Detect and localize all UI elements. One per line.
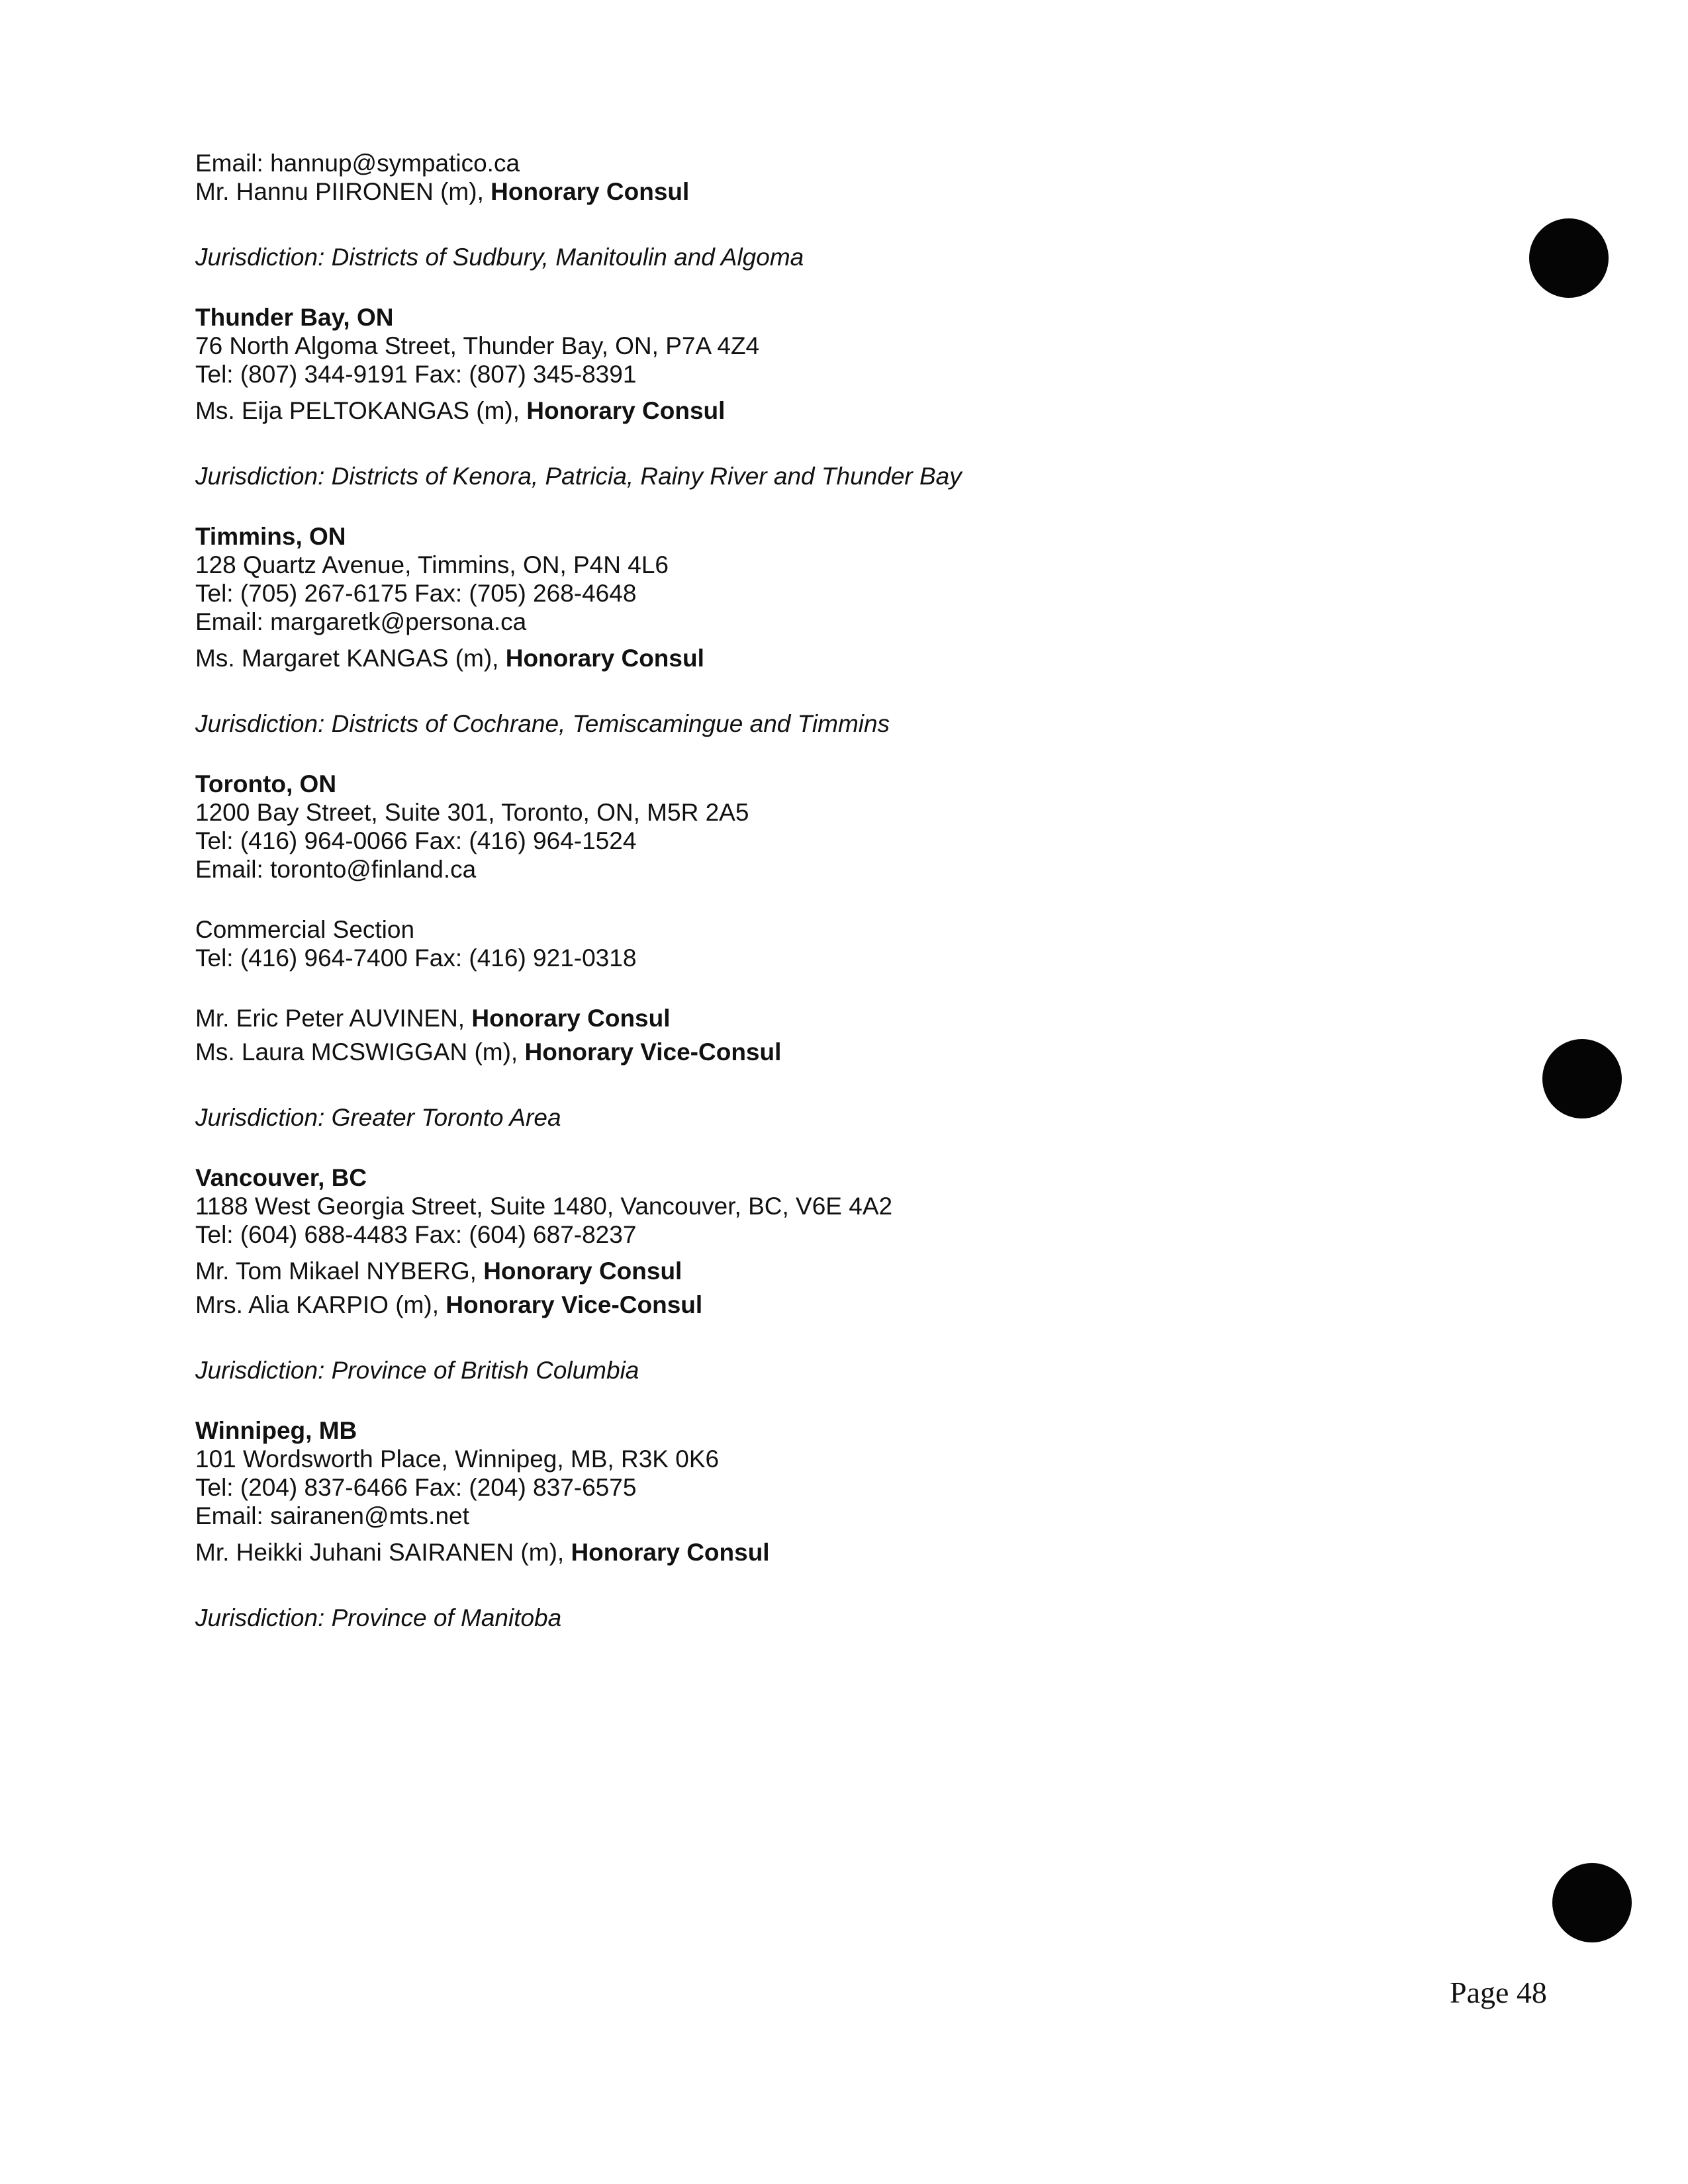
email-line: Email: hannup@sympatico.ca	[195, 150, 520, 177]
consul-role: Honorary Consul	[571, 1539, 770, 1566]
punch-hole-bottom	[1552, 1863, 1632, 1942]
address-line: 1200 Bay Street, Suite 301, Toronto, ON, M5R 2A5	[195, 799, 749, 826]
jurisdiction-line: Jurisdiction: Province of Manitoba	[195, 1604, 562, 1631]
punch-hole-middle	[1542, 1039, 1622, 1118]
jurisdiction-line: Jurisdiction: Greater Toronto Area	[195, 1104, 561, 1131]
consul-line	[195, 396, 1486, 425]
vice-consul-name: Mrs. Alia KARPIO (m),	[195, 1291, 446, 1318]
consul-role: Honorary Consul	[483, 1257, 682, 1285]
entry-vancouver	[195, 1163, 1486, 1385]
consulate-listing	[195, 149, 1486, 1632]
email-line: Email: margaretk@persona.ca	[195, 608, 527, 635]
email-line: Email: toronto@finland.ca	[195, 856, 477, 883]
entry-winnipeg	[195, 1416, 1486, 1632]
consul-name: Mr. Hannu PIIRONEN (m),	[195, 178, 491, 205]
city-heading: Timmins, ON	[195, 523, 346, 550]
address-line: 128 Quartz Avenue, Timmins, ON, P4N 4L6	[195, 551, 669, 578]
jurisdiction-line: Jurisdiction: Districts of Kenora, Patricia, Rainy River and Thunder Bay	[195, 463, 962, 490]
consul-line	[195, 1257, 1486, 1285]
vice-consul-role: Honorary Vice-Consul	[445, 1291, 703, 1318]
city-heading: Winnipeg, MB	[195, 1417, 357, 1444]
tel-fax-line: Tel: (705) 267-6175 Fax: (705) 268-4648	[195, 580, 637, 607]
jurisdiction-line: Jurisdiction: Districts of Cochrane, Temiscamingue and Timmins	[195, 710, 890, 737]
tel-fax-line: Tel: (204) 837-6466 Fax: (204) 837-6575	[195, 1474, 637, 1501]
consul-line	[195, 1538, 1486, 1567]
tel-fax-line: Tel: (604) 688-4483 Fax: (604) 687-8237	[195, 1221, 637, 1248]
consul-name: Mr. Tom Mikael NYBERG,	[195, 1257, 484, 1285]
commercial-section-label: Commercial Section	[195, 916, 415, 943]
jurisdiction-line: Jurisdiction: Districts of Sudbury, Manitoulin and Algoma	[195, 244, 804, 271]
vice-consul-line	[195, 1038, 1486, 1066]
consul-name: Mr. Eric Peter AUVINEN,	[195, 1005, 472, 1032]
entry-timmins	[195, 522, 1486, 738]
entry-thunder-bay	[195, 303, 1486, 490]
consul-role: Honorary Consul	[471, 1005, 671, 1032]
commercial-tel-fax-line: Tel: (416) 964-7400 Fax: (416) 921-0318	[195, 944, 637, 972]
city-heading: Vancouver, BC	[195, 1164, 367, 1191]
consul-line	[195, 1004, 1486, 1032]
address-line: 76 North Algoma Street, Thunder Bay, ON, P7A 4Z4	[195, 332, 760, 359]
consul-role: Honorary Consul	[491, 178, 690, 205]
jurisdiction-line: Jurisdiction: Province of British Columbia	[195, 1357, 639, 1384]
punch-hole-top	[1529, 218, 1609, 298]
tel-fax-line: Tel: (807) 344-9191 Fax: (807) 345-8391	[195, 361, 637, 388]
page-number: Page 48	[1450, 1976, 1547, 2009]
consul-name: Ms. Eija PELTOKANGAS (m),	[195, 397, 527, 424]
consul-name: Mr. Heikki Juhani SAIRANEN (m),	[195, 1539, 571, 1566]
tel-fax-line: Tel: (416) 964-0066 Fax: (416) 964-1524	[195, 827, 637, 854]
city-heading: Thunder Bay, ON	[195, 304, 394, 331]
vice-consul-role: Honorary Vice-Consul	[524, 1038, 782, 1066]
email-line: Email: sairanen@mts.net	[195, 1502, 469, 1529]
entry-toronto	[195, 770, 1486, 1132]
vice-consul-name: Ms. Laura MCSWIGGAN (m),	[195, 1038, 525, 1066]
consul-name: Ms. Margaret KANGAS (m),	[195, 645, 506, 672]
city-heading: Toronto, ON	[195, 770, 337, 797]
consul-role: Honorary Consul	[505, 645, 704, 672]
consul-role: Honorary Consul	[526, 397, 726, 424]
entry-continued	[195, 149, 1486, 271]
address-line: 1188 West Georgia Street, Suite 1480, Vancouver, BC, V6E 4A2	[195, 1193, 893, 1220]
consul-line	[195, 177, 1486, 206]
consul-line	[195, 644, 1486, 672]
vice-consul-line	[195, 1291, 1486, 1319]
address-line: 101 Wordsworth Place, Winnipeg, MB, R3K 0K6	[195, 1445, 720, 1473]
